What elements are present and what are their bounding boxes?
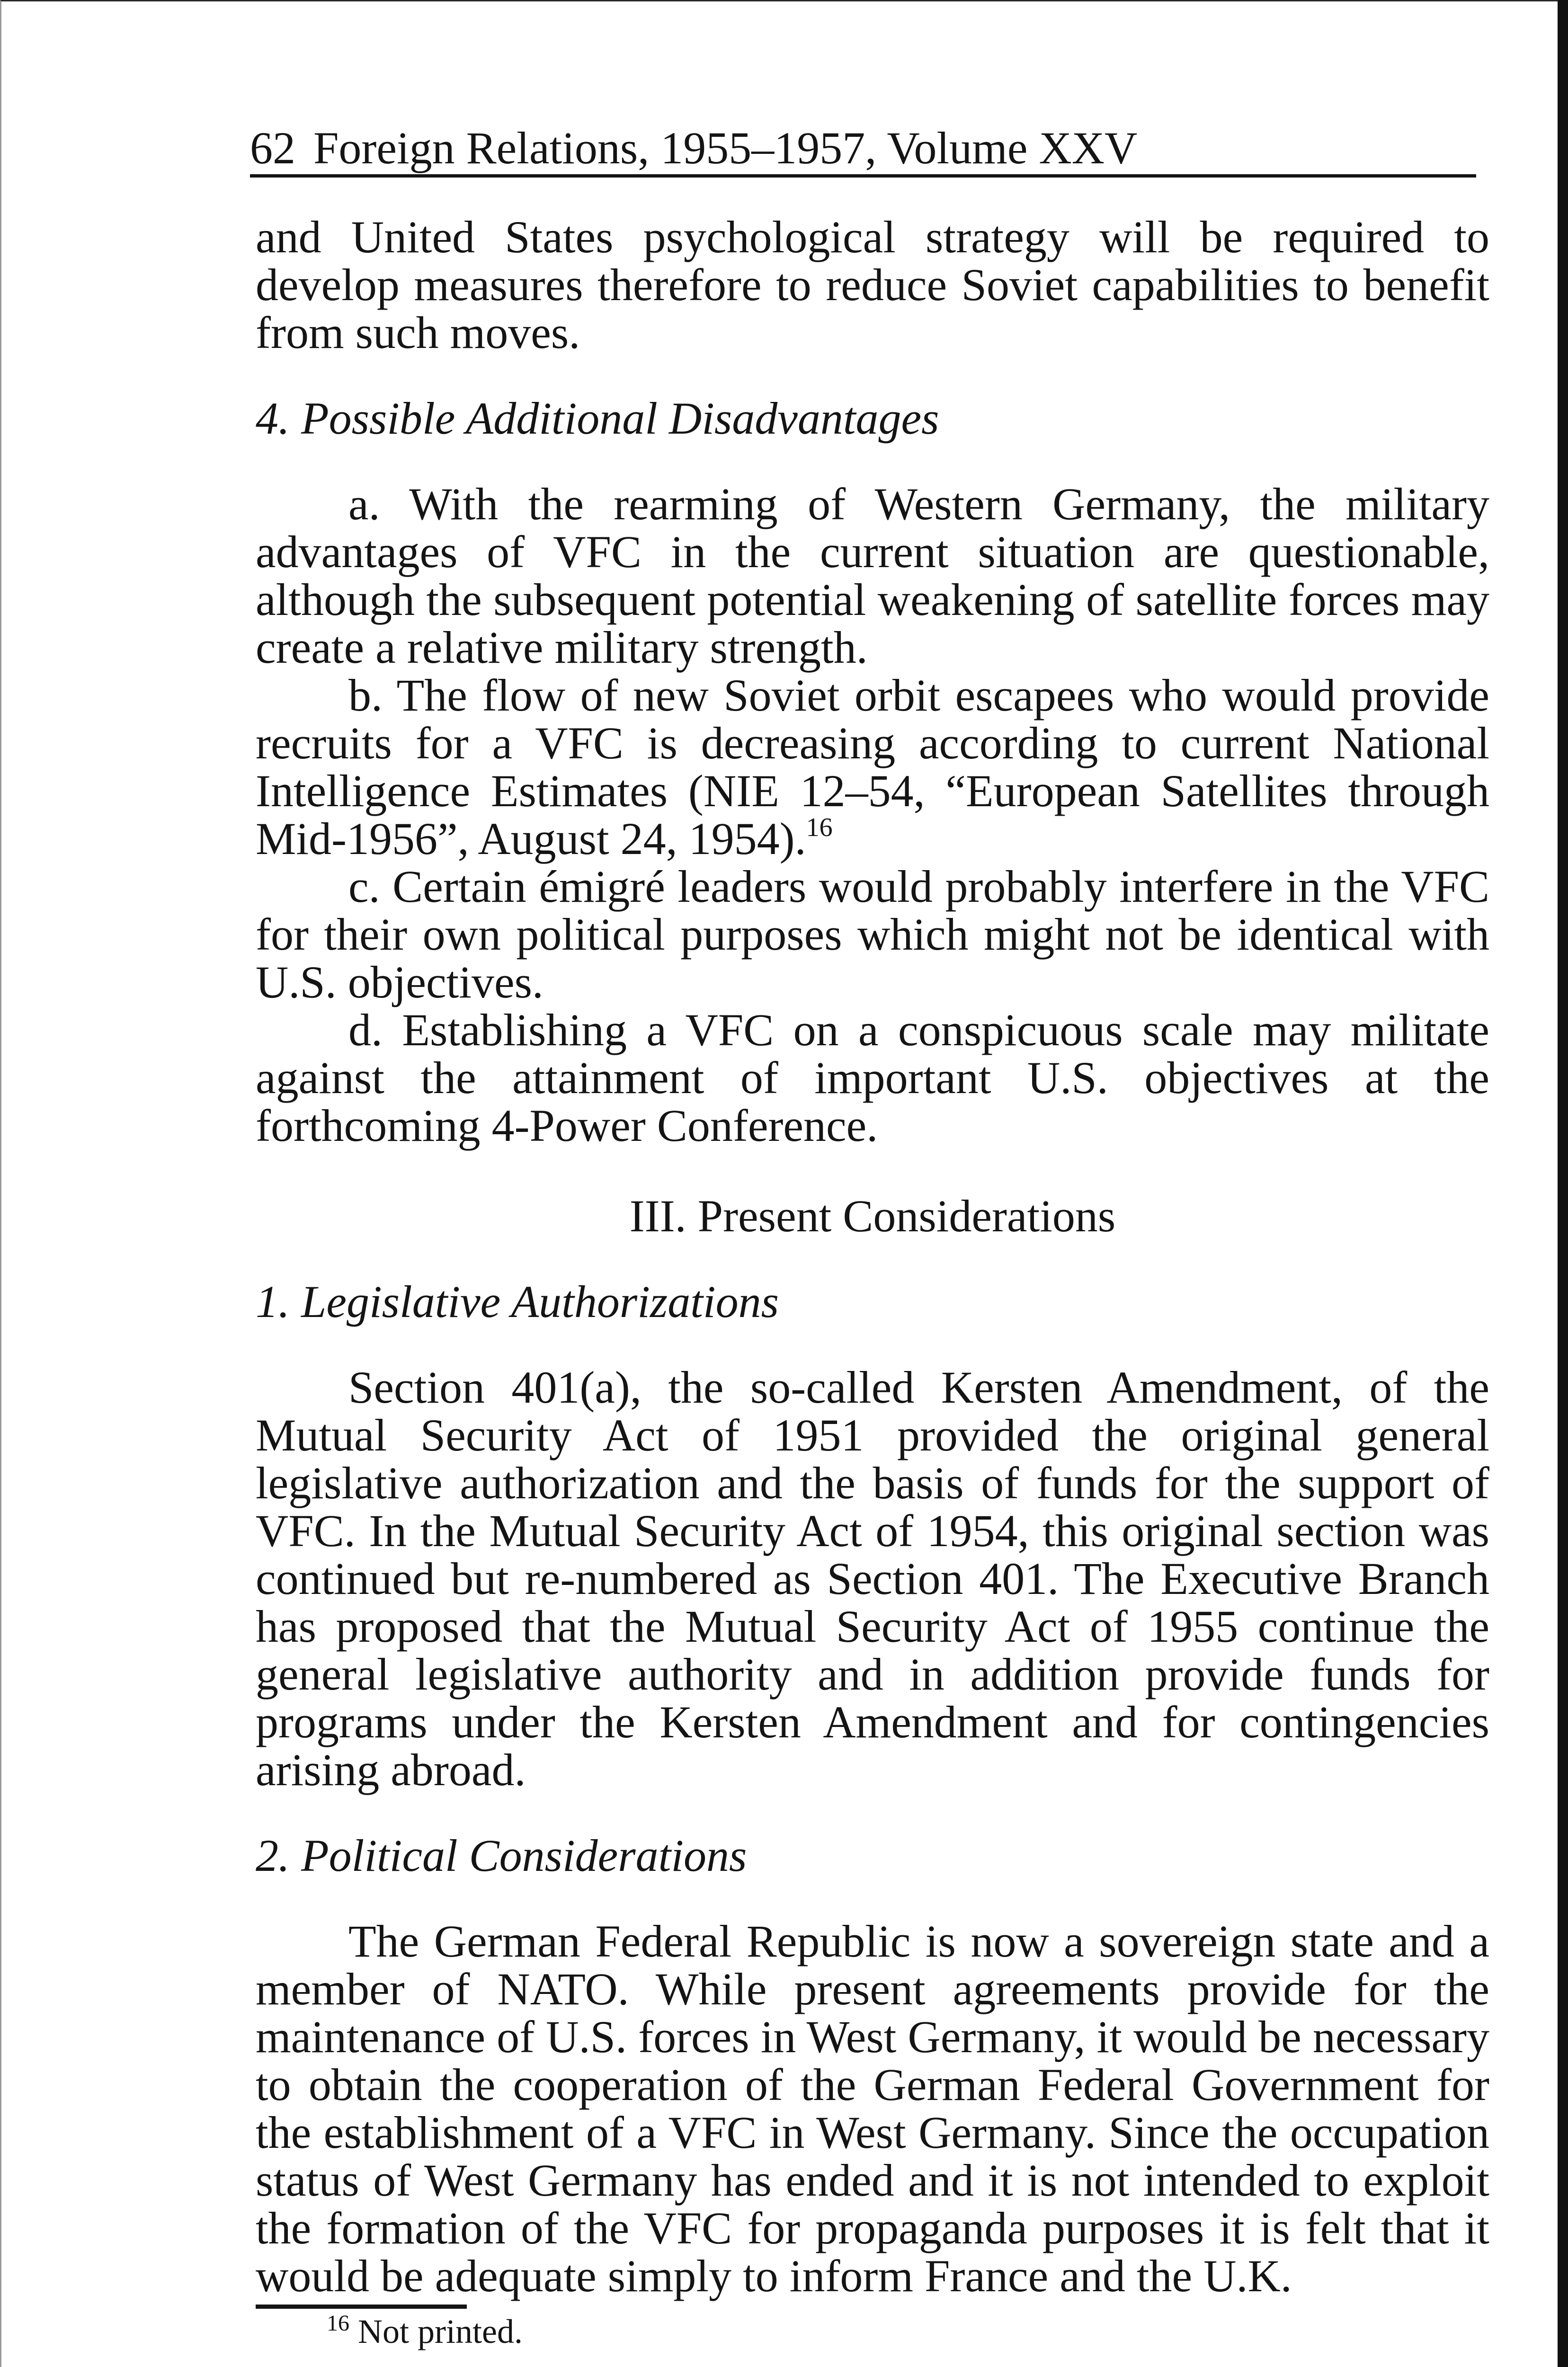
paragraph-political: The German Federal Republic is now a sovereign state and a member of NATO. While present agreements provide for the maintenance of U.S. forces in West Germany, it would be necessary to obtain the cooperation of the German Federal Government for the establishment of a VFC in West Germany. Since the occupation status of West Germany has ended and it is not intended to exploit the formation of the VFC for propaganda purposes it is felt that it would be adequate simply to inform France and the U.K. — [256, 1916, 1489, 2301]
footnote-rule — [256, 2305, 467, 2309]
paragraph-continued: and United States psychological strategy will be required to develop measures therefore to reduce Soviet capabilities to benefit from such moves. — [256, 212, 1489, 358]
footnote — [327, 2310, 523, 2353]
paragraph-legislative: Section 401(a), the so-called Kersten Amendment, of the Mutual Security Act of 1951 provided the original general legislative authorization and the basis of funds for the support of VFC. In the Mutual Security Act of 1954, this original section was continued but re-numbered as Section 401. The Executive Branch has proposed that the Mutual Security Act of 1955 continue the general legislative authority and in addition provide funds for programs under the Kersten Amendment and for contingencies arising abroad. — [256, 1362, 1489, 1795]
scan-edge-bar — [1558, 0, 1568, 2367]
page-number: 62 — [250, 123, 295, 173]
subheading-legislative: 1. Legislative Authorizations — [256, 1276, 779, 1327]
footnote-number: 16 — [327, 2311, 349, 2336]
running-head — [250, 122, 1476, 178]
page-body — [256, 213, 1489, 2300]
subheading-political: 2. Political Considerations — [256, 1830, 747, 1881]
paragraph-d: d. Establishing a VFC on a conspicuous scale may militate against the attainment of important U.S. objectives at the forthcoming 4-Power Conference. — [256, 1005, 1489, 1151]
paragraph-b — [256, 671, 1489, 863]
publication-title: Foreign Relations, 1955–1957, Volume XXV — [313, 123, 1138, 173]
paragraph-a: a. With the rearming of Western Germany, the military advantages of VFC in the current situation are questionable, although the subsequent potential weakening of satellite forces may create a relative military strength. — [256, 479, 1489, 673]
paragraph-c: c. Certain émigré leaders would probably interfere in the VFC for their own political purposes which might not be identical with U.S. objectives. — [256, 861, 1489, 1007]
footnote-text: Not printed. — [358, 2313, 523, 2350]
subheading-disadvantages: 4. Possible Additional Disadvantages — [256, 393, 939, 444]
paragraph-b-text: b. The flow of new Soviet orbit escapees who would provide recruits for a VFC is decreasing according to current National Intelligence Estimates (NIE 12–54, “European Satellites through Mid-1956”, August 24, 1954). — [256, 670, 1489, 864]
section-title: III. Present Considerations — [629, 1191, 1116, 1241]
footnote-reference: 16 — [806, 813, 833, 842]
